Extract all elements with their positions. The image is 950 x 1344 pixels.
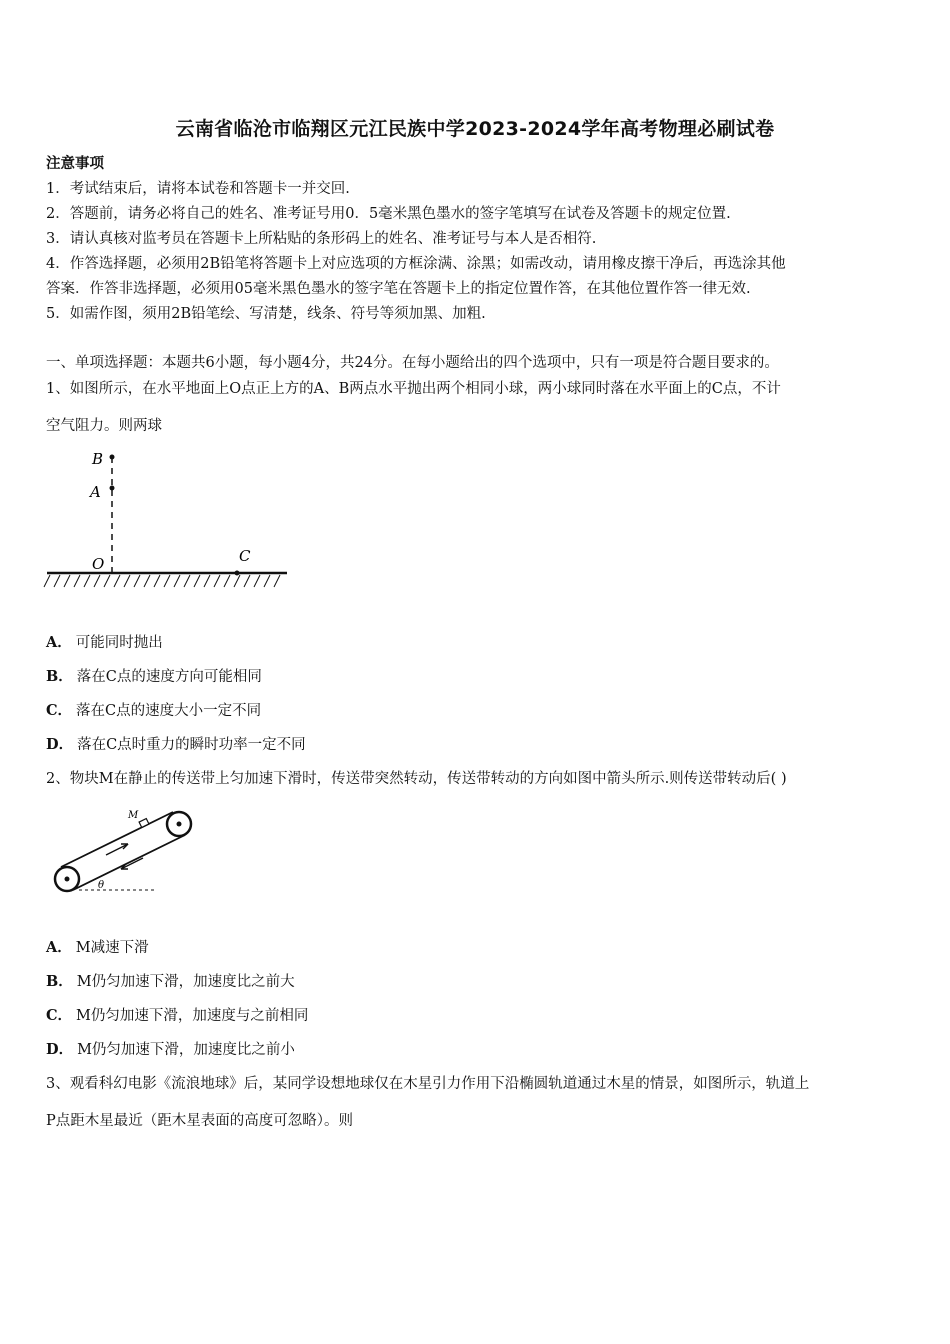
- option-label: C．: [46, 1007, 73, 1024]
- question-3-line-1: 3、观看科幻电影《流浪地球》后，某同学设想地球仅在木星引力作用下沿椭圆轨道通过木星的情景，如图所示，轨道上: [46, 1076, 810, 1092]
- option-label: A．: [46, 634, 72, 651]
- question-3-line-2: P点距木星最近（距木星表面的高度可忽略）。则: [46, 1113, 354, 1129]
- q2-option-c: [46, 1004, 308, 1025]
- option-text: M仍匀加速下滑，加速度比之前小: [77, 1042, 295, 1058]
- option-text: M减速下滑: [75, 940, 149, 956]
- option-text: 落在C点的速度大小一定不同: [76, 703, 262, 719]
- direction-arrow-up: [106, 844, 128, 855]
- label-theta: θ: [98, 880, 105, 891]
- option-label: D．: [46, 736, 74, 753]
- option-label: A．: [46, 939, 72, 956]
- question-1-line-2: 空气阻力。则两球: [46, 418, 162, 434]
- ground-hatching: [44, 575, 280, 587]
- label-c: C: [239, 547, 251, 565]
- notice-item: 4．作答选择题，必须用2B铅笔将答题卡上对应选项的方框涂满、涂黑；如需改动，请用橡皮擦干净后，再选涂其他: [46, 256, 786, 272]
- label-m: M: [128, 810, 139, 821]
- q1-option-b: [46, 665, 262, 686]
- option-text: 落在C点的速度方向可能相同: [76, 669, 262, 685]
- belt-top: [61, 812, 173, 867]
- notice-item: 5．如需作图，须用2B铅笔绘、写清楚，线条、符号等须加黑、加粗.: [46, 306, 486, 322]
- option-text: 落在C点时重力的瞬时功率一定不同: [77, 737, 306, 753]
- q2-option-a: [46, 936, 149, 957]
- label-b: B: [92, 450, 104, 468]
- option-label: C．: [46, 702, 73, 719]
- conveyor-figure: [48, 800, 208, 900]
- question-1-line-1: 1、如图所示，在水平地面上O点正上方的A、B两点水平抛出两个相同小球，两小球同时落在水平面上的C点，不计: [46, 381, 781, 397]
- q1-option-c: [46, 699, 261, 720]
- block-m: [139, 819, 149, 828]
- label-a: A: [90, 483, 101, 501]
- option-text: M仍匀加速下滑，加速度比之前大: [76, 974, 295, 990]
- q2-option-b: [46, 970, 295, 991]
- direction-arrow-down: [121, 858, 143, 869]
- option-text: 可能同时抛出: [75, 635, 163, 651]
- point-a: [110, 486, 115, 491]
- point-b: [110, 455, 115, 460]
- notice-item: 答案．作答非选择题，必须用05毫米黑色墨水的签字笔在答题卡上的指定位置作答，在其他位置作答一律无效.: [46, 281, 751, 297]
- notice-item: 3．请认真核对监考员在答题卡上所粘贴的条形码上的姓名、准考证号与本人是否相符.: [46, 231, 597, 247]
- option-text: M仍匀加速下滑，加速度与之前相同: [76, 1008, 309, 1024]
- q1-option-a: [46, 631, 163, 652]
- page-title: 云南省临沧市临翔区元江民族中学2023-2024学年高考物理必刷试卷: [175, 118, 775, 140]
- notice-item: 1．考试结束后，请将本试卷和答题卡一并交回.: [46, 181, 350, 197]
- option-label: B．: [46, 973, 73, 990]
- belt-bottom: [73, 835, 185, 890]
- projectile-figure: [40, 445, 300, 595]
- option-label: D．: [46, 1041, 74, 1058]
- q2-option-d: [46, 1038, 295, 1059]
- label-o: O: [92, 555, 105, 573]
- lower-pulley-axle: [65, 877, 70, 882]
- point-c: [235, 571, 240, 576]
- notice-heading: 注意事项: [46, 155, 104, 172]
- notice-item: 2．答题前，请务必将自己的姓名、准考证号用0．5毫米黑色墨水的签字笔填写在试卷及答题卡的规定位置.: [46, 206, 731, 222]
- question-2-line-1: 2、物块M在静止的传送带上匀加速下滑时，传送带突然转动，传送带转动的方向如图中箭头所示.则传送带转动后( ): [46, 771, 787, 787]
- q1-option-d: [46, 733, 306, 754]
- upper-pulley-axle: [177, 822, 182, 827]
- option-label: B．: [46, 668, 73, 685]
- section-heading: 一、单项选择题：本题共6小题，每小题4分，共24分。在每小题给出的四个选项中，只有一项是符合题目要求的。: [46, 355, 779, 371]
